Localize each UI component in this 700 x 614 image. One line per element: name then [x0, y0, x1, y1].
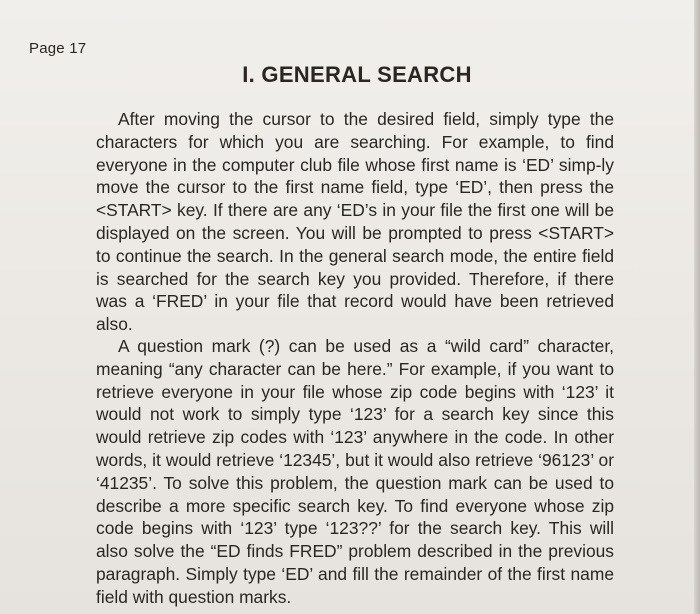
- body-paragraph-2: A question mark (?) can be used as a “wild card” character, meaning “any character can be here.” For example, if you want to retrieve everyone in your file whose zip code begins with ‘123’ it would not work to simply type ‘123’ for a search key since this would retrieve zip codes with ‘123’ anywhere in the code. In other words, it would retrieve ‘12345’, but it would also retrieve ‘96123’ or ‘41235’. To solve this problem, the question mark can be used to describe a more specific search key. To find everyone whose zip code begins with ‘123’ type ‘123??’ for the search key. This will also solve the “ED finds FRED” problem described in the previous paragraph. Simply type ‘ED’ and fill the remainder of the first name field with question marks.: [96, 336, 614, 607]
- body-paragraph-1: After moving the cursor to the desired field, simply type the characters for which you are searching. For example, to find everyone in the computer club file whose first name is ‘ED’ simp-ly move the cursor to the first name field, type ‘ED’, then press the <START> key. If there are any ‘ED’s in your file the first one will be displayed on the screen. You will be prompted to press <START> to continue the search. In the general search mode, the entire field is searched for the search key you provided. Therefore, if there was a ‘FRED’ in your file that record would have been retrieved also.: [96, 109, 614, 335]
- page-number: Page 17: [29, 40, 87, 57]
- section-title: I. GENERAL SEARCH: [242, 62, 472, 87]
- page-edge: [694, 0, 700, 614]
